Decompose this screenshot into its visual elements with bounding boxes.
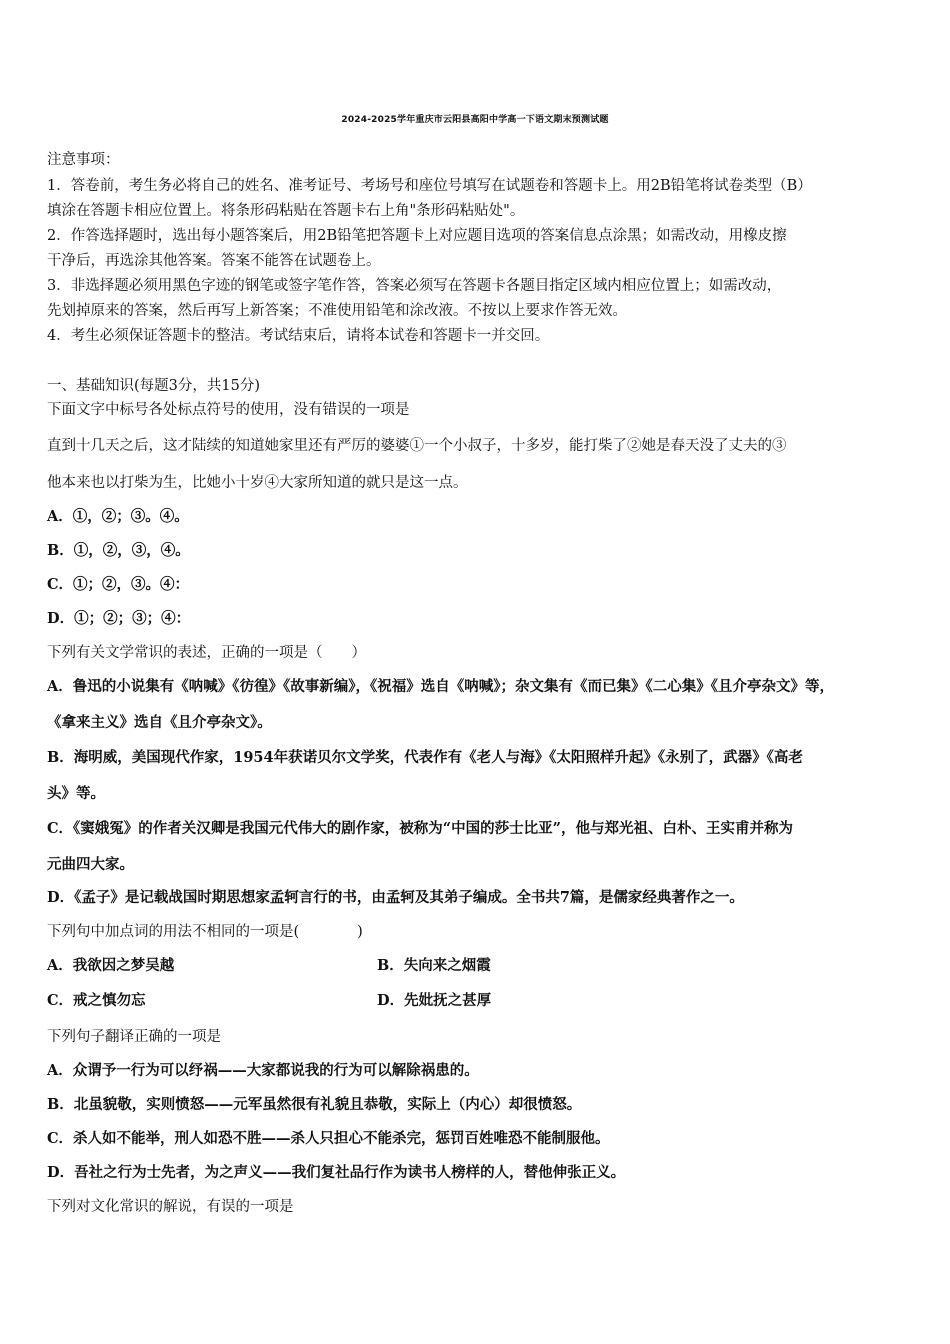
notice-line: 4．考生必须保证答题卡的整洁。考试结束后，请将本试卷和答题卡一并交回。 bbox=[47, 328, 550, 344]
option-d: D．《孟子》是记载战国时期思想家孟轲言行的书，由孟轲及其弟子编成。全书共7篇，是儒家经典著作之一。 bbox=[47, 889, 744, 906]
option-a: A．①，②；③。④。 bbox=[47, 508, 189, 525]
option-d: D．吾社之行为士先者，为之声义——我们复社品行作为读书人榜样的人，替他伸张正义。 bbox=[47, 1164, 626, 1181]
question-stem: 下列有关文学常识的表述，正确的一项是（ ） bbox=[47, 645, 366, 661]
section-heading: 一、基础知识(每题3分，共15分) bbox=[47, 378, 260, 394]
option-c: C．①；②，③。④： bbox=[47, 576, 190, 593]
option-d: D．先妣抚之甚厚 bbox=[377, 992, 492, 1009]
notice-line: 2．作答选择题时，选出每小题答案后，用2B铅笔把答题卡上对应题目选项的答案信息点涂黑；如需改动，用橡皮擦 bbox=[47, 228, 787, 244]
option-c: C．杀人如不能举，刑人如恐不胜——杀人只担心不能杀完，惩罚百姓唯恐不能制服他。 bbox=[47, 1130, 610, 1147]
question-passage: 直到十几天之后，这才陆续的知道她家里还有严厉的婆婆①一个小叔子，十多岁，能打柴了②她是春天没了丈夫的③ bbox=[47, 438, 787, 454]
option-b: B．失向来之烟霞 bbox=[377, 957, 491, 974]
notice-heading: 注意事项： bbox=[47, 152, 120, 168]
option-b: B．海明威，美国现代作家，1954年获诺贝尔文学奖，代表作有《老人与海》《太阳照样升起》《永别了，武器》《高老 bbox=[47, 749, 803, 766]
option-c-continued: 元曲四大家。 bbox=[47, 856, 134, 873]
notice-line: 填涂在答题卡相应位置上。将条形码粘贴在答题卡右上角"条形码粘贴处"。 bbox=[47, 203, 525, 219]
option-b: B．北虽貌敬，实则愤怒——元军虽然很有礼貌且恭敬，实际上（内心）却很愤怒。 bbox=[47, 1096, 582, 1113]
option-a-continued: 《拿来主义》选自《且介亭杂文》。 bbox=[47, 714, 272, 731]
question-stem: 下列句子翻译正确的一项是 bbox=[47, 1029, 221, 1045]
question-passage: 他本来也以打柴为生，比她小十岁④大家所知道的就只是这一点。 bbox=[47, 475, 468, 491]
option-d: D．①；②；③；④： bbox=[47, 610, 191, 627]
option-a: A．众谓予一行为可以纾祸——大家都说我的行为可以解除祸患的。 bbox=[47, 1062, 479, 1079]
option-a: A．我欲因之梦吴越 bbox=[47, 957, 175, 974]
question-stem: 下列句中加点词的用法不相同的一项是( ) bbox=[47, 924, 363, 940]
option-c: C．戒之慎勿忘 bbox=[47, 992, 146, 1009]
option-b-continued: 头》等。 bbox=[47, 785, 105, 802]
option-c: C．《窦娥冤》的作者关汉卿是我国元代伟大的剧作家，被称为“中国的莎士比亚”，他与郑光祖、白朴、王实甫并称为 bbox=[47, 820, 793, 837]
option-b: B．①，②，③，④。 bbox=[47, 542, 190, 559]
page-title: 2024-2025学年重庆市云阳县高阳中学高一下语文期末预测试题 bbox=[341, 115, 609, 125]
question-stem: 下面文字中标号各处标点符号的使用，没有错误的一项是 bbox=[47, 402, 410, 418]
notice-line: 干净后，再选涂其他答案。答案不能答在试题卷上。 bbox=[47, 253, 381, 269]
notice-line: 3．非选择题必须用黑色字迹的钢笔或签字笔作答，答案必须写在答题卡各题目指定区域内相应位置上；如需改动， bbox=[47, 278, 782, 294]
option-a: A．鲁迅的小说集有《呐喊》《彷徨》《故事新编》，《祝福》选自《呐喊》；杂文集有《而已集》《二心集》《且介亭杂文》等， bbox=[47, 678, 834, 695]
notice-line: 先划掉原来的答案，然后再写上新答案；不准使用铅笔和涂改液。不按以上要求作答无效。 bbox=[47, 303, 627, 319]
notice-line: 1．答卷前，考生务必将自己的姓名、准考证号、考场号和座位号填写在试题卷和答题卡上。用2B铅笔将试卷类型（B） bbox=[47, 178, 812, 194]
question-stem: 下列对文化常识的解说，有误的一项是 bbox=[47, 1199, 294, 1215]
